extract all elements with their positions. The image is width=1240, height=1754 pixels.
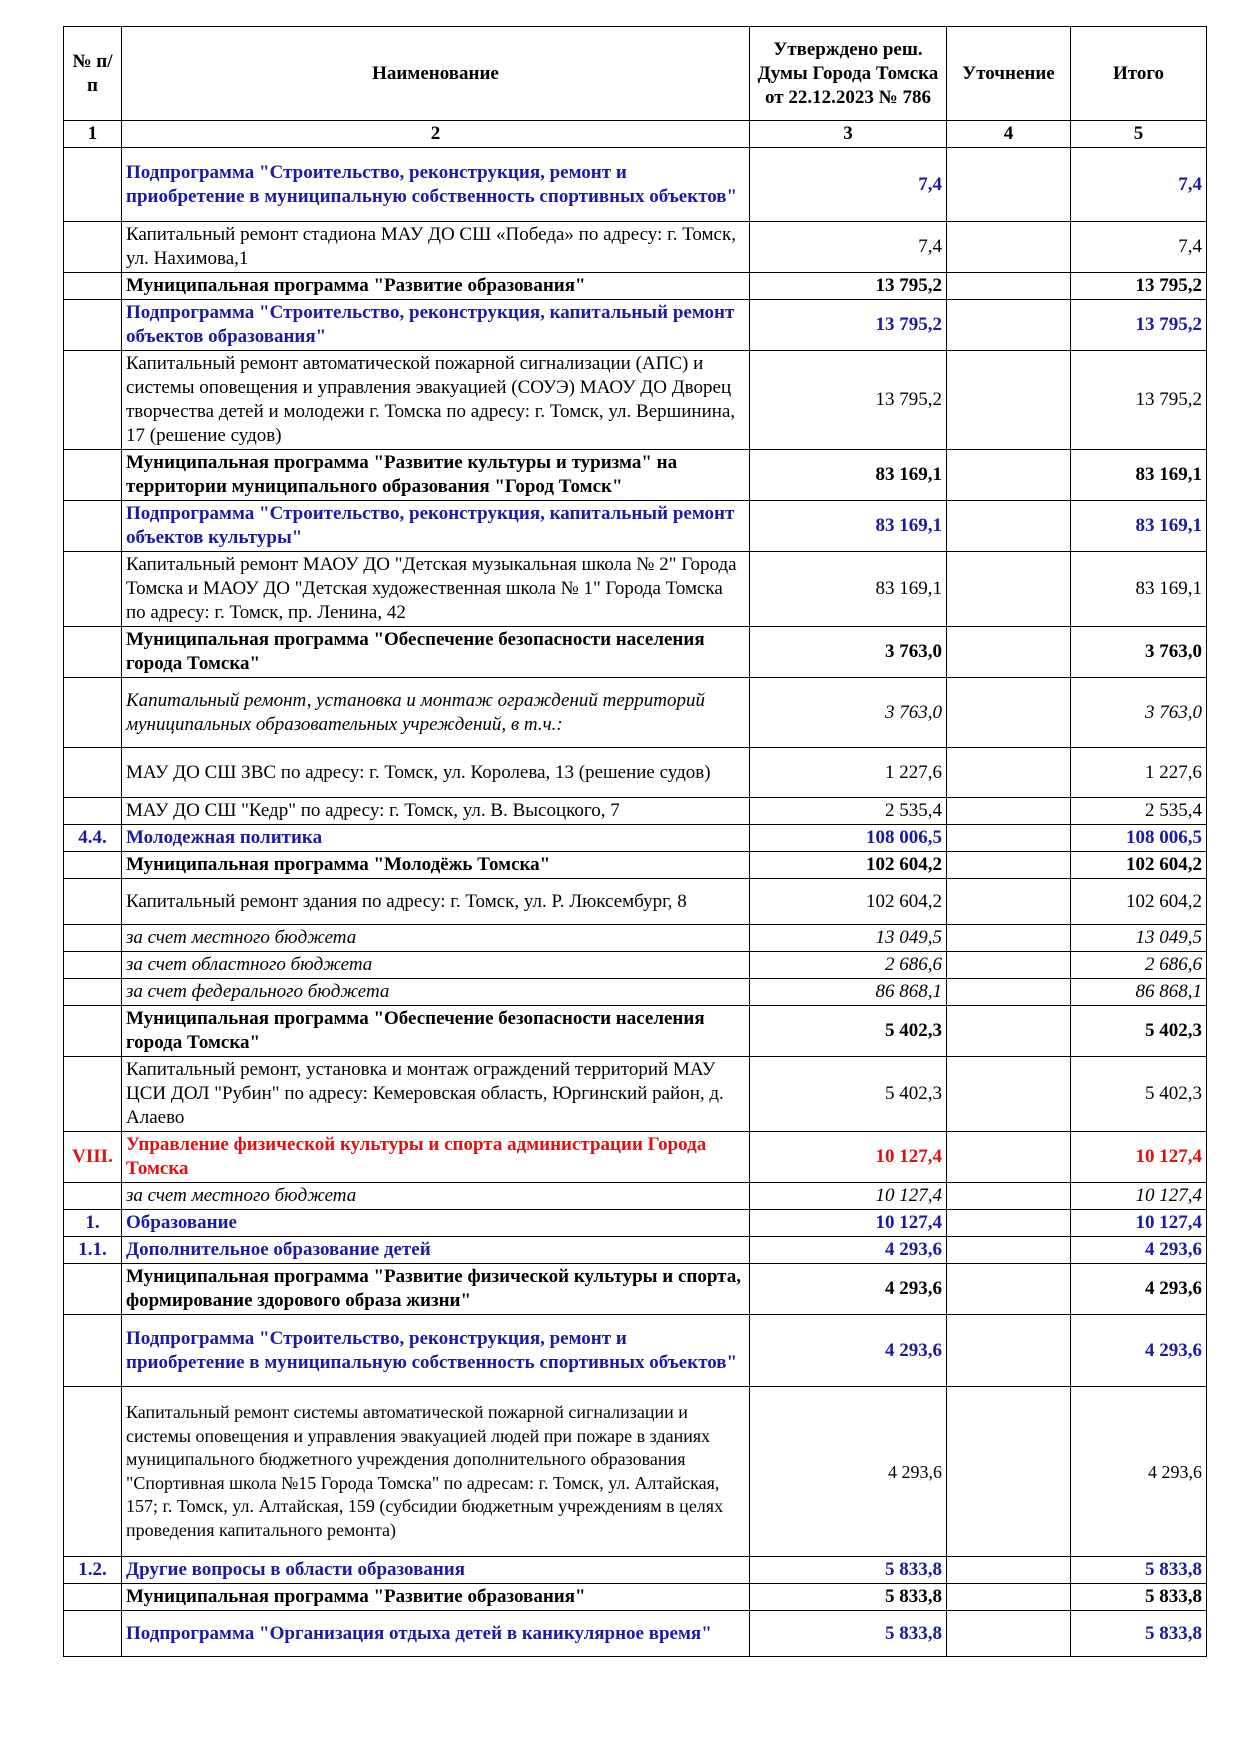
row-number	[64, 1611, 122, 1657]
row-total-amount: 5 402,3	[1071, 1006, 1207, 1057]
table-row	[64, 825, 1207, 852]
row-name: Муниципальная программа "Обеспечение безопасности населения города Томска"	[122, 627, 750, 678]
row-change-amount	[947, 1237, 1071, 1264]
row-total-amount: 4 293,6	[1071, 1264, 1207, 1315]
row-change-amount	[947, 1057, 1071, 1132]
row-name: Капитальный ремонт стадиона МАУ ДО СШ «Победа» по адресу: г. Томск, ул. Нахимова,1	[122, 222, 750, 273]
column-number: 1	[64, 121, 122, 148]
table-row	[64, 148, 1207, 222]
table-row	[64, 450, 1207, 501]
row-change-amount	[947, 952, 1071, 979]
row-number	[64, 852, 122, 879]
table-row	[64, 1611, 1207, 1657]
row-change-amount	[947, 1584, 1071, 1611]
row-approved-amount: 86 868,1	[750, 979, 947, 1006]
row-number	[64, 450, 122, 501]
row-total-amount: 102 604,2	[1071, 852, 1207, 879]
column-number: 2	[122, 121, 750, 148]
row-approved-amount: 5 833,8	[750, 1611, 947, 1657]
header-total: Итого	[1071, 27, 1207, 121]
row-change-amount	[947, 222, 1071, 273]
row-total-amount: 83 169,1	[1071, 450, 1207, 501]
row-total-amount: 7,4	[1071, 148, 1207, 222]
row-approved-amount: 4 293,6	[750, 1387, 947, 1557]
row-number	[64, 1183, 122, 1210]
row-total-amount: 83 169,1	[1071, 501, 1207, 552]
table-row	[64, 1584, 1207, 1611]
row-approved-amount: 3 763,0	[750, 678, 947, 748]
row-total-amount: 83 169,1	[1071, 552, 1207, 627]
header-change: Уточнение	[947, 27, 1071, 121]
row-approved-amount: 102 604,2	[750, 879, 947, 925]
row-change-amount	[947, 148, 1071, 222]
header-approved: Утверждено реш. Думы Города Томска от 22.12.2023 № 786	[750, 27, 947, 121]
row-number: VIII.	[64, 1132, 122, 1183]
row-number	[64, 1006, 122, 1057]
row-number	[64, 148, 122, 222]
row-change-amount	[947, 1315, 1071, 1387]
row-approved-amount: 13 795,2	[750, 300, 947, 351]
row-change-amount	[947, 1210, 1071, 1237]
row-name: за счет областного бюджета	[122, 952, 750, 979]
row-name: Подпрограмма "Строительство, реконструкция, ремонт и приобретение в муниципальную собственность спортивных объектов"	[122, 148, 750, 222]
row-change-amount	[947, 879, 1071, 925]
row-total-amount: 13 795,2	[1071, 273, 1207, 300]
row-approved-amount: 4 293,6	[750, 1237, 947, 1264]
row-number: 4.4.	[64, 825, 122, 852]
row-total-amount: 102 604,2	[1071, 879, 1207, 925]
row-name: Капитальный ремонт, установка и монтаж ограждений территорий МАУ ЦСИ ДОЛ "Рубин" по адресу: Кемеровская область, Юргинский район, д. Алаево	[122, 1057, 750, 1132]
row-approved-amount: 5 833,8	[750, 1584, 947, 1611]
row-number	[64, 798, 122, 825]
row-approved-amount: 7,4	[750, 148, 947, 222]
row-change-amount	[947, 552, 1071, 627]
row-number	[64, 1264, 122, 1315]
row-number	[64, 552, 122, 627]
table-row	[64, 879, 1207, 925]
table-row	[64, 925, 1207, 952]
row-number	[64, 1387, 122, 1557]
row-name: Образование	[122, 1210, 750, 1237]
row-approved-amount: 5 402,3	[750, 1057, 947, 1132]
row-total-amount: 13 049,5	[1071, 925, 1207, 952]
row-total-amount: 108 006,5	[1071, 825, 1207, 852]
table-row	[64, 1557, 1207, 1584]
row-approved-amount: 1 227,6	[750, 748, 947, 798]
column-number-row	[64, 121, 1207, 148]
row-number	[64, 1584, 122, 1611]
row-total-amount: 4 293,6	[1071, 1315, 1207, 1387]
table-row	[64, 1057, 1207, 1132]
row-name: МАУ ДО СШ ЗВС по адресу: г. Томск, ул. Королева, 13 (решение судов)	[122, 748, 750, 798]
row-name: Молодежная политика	[122, 825, 750, 852]
row-total-amount: 5 833,8	[1071, 1557, 1207, 1584]
row-name: Подпрограмма "Организация отдыха детей в каникулярное время"	[122, 1611, 750, 1657]
row-change-amount	[947, 273, 1071, 300]
row-total-amount: 4 293,6	[1071, 1387, 1207, 1557]
row-approved-amount: 10 127,4	[750, 1132, 947, 1183]
table-row	[64, 501, 1207, 552]
row-name: за счет федерального бюджета	[122, 979, 750, 1006]
column-number: 5	[1071, 121, 1207, 148]
table-row	[64, 351, 1207, 450]
row-name: Капитальный ремонт здания по адресу: г. Томск, ул. Р. Люксембург, 8	[122, 879, 750, 925]
row-total-amount: 1 227,6	[1071, 748, 1207, 798]
row-number: 1.2.	[64, 1557, 122, 1584]
row-change-amount	[947, 1183, 1071, 1210]
table-row	[64, 748, 1207, 798]
row-change-amount	[947, 1132, 1071, 1183]
row-total-amount: 5 402,3	[1071, 1057, 1207, 1132]
row-name: Капитальный ремонт системы автоматической пожарной сигнализации и системы оповещения и управления эвакуацией людей при пожаре в зданиях муниципального бюджетного учреждения дополнительного образования "Спортивная школа №15 Города Томска" по адресам: г. Томск, ул. Алтайская, 157; г. Томск, ул. Алтайская, 159 (субсидии бюджетным учреждениям в целях проведения капитального ремонта)	[122, 1387, 750, 1557]
row-approved-amount: 83 169,1	[750, 552, 947, 627]
row-name: за счет местного бюджета	[122, 1183, 750, 1210]
row-name: Управление физической культуры и спорта администрации Города Томска	[122, 1132, 750, 1183]
row-approved-amount: 5 402,3	[750, 1006, 947, 1057]
row-name: Муниципальная программа "Развитие культуры и туризма" на территории муниципального образования "Город Томск"	[122, 450, 750, 501]
row-change-amount	[947, 1557, 1071, 1584]
row-number	[64, 351, 122, 450]
row-name: Муниципальная программа "Развитие образования"	[122, 273, 750, 300]
table-row	[64, 1264, 1207, 1315]
row-number: 1.1.	[64, 1237, 122, 1264]
table-row	[64, 979, 1207, 1006]
row-number	[64, 1315, 122, 1387]
table-row	[64, 952, 1207, 979]
header-name: Наименование	[122, 27, 750, 121]
row-total-amount: 10 127,4	[1071, 1210, 1207, 1237]
row-change-amount	[947, 1611, 1071, 1657]
row-approved-amount: 13 795,2	[750, 273, 947, 300]
table-row	[64, 1183, 1207, 1210]
row-approved-amount: 4 293,6	[750, 1264, 947, 1315]
row-number	[64, 879, 122, 925]
row-name: Другие вопросы в области образования	[122, 1557, 750, 1584]
row-name: МАУ ДО СШ "Кедр" по адресу: г. Томск, ул. В. Высоцкого, 7	[122, 798, 750, 825]
table-row	[64, 1387, 1207, 1557]
row-number	[64, 222, 122, 273]
row-number	[64, 273, 122, 300]
row-total-amount: 2 686,6	[1071, 952, 1207, 979]
row-number	[64, 627, 122, 678]
row-total-amount: 4 293,6	[1071, 1237, 1207, 1264]
column-number: 4	[947, 121, 1071, 148]
row-approved-amount: 83 169,1	[750, 450, 947, 501]
row-name: Подпрограмма "Строительство, реконструкция, капитальный ремонт объектов образования"	[122, 300, 750, 351]
table-row	[64, 1006, 1207, 1057]
row-change-amount	[947, 501, 1071, 552]
table-row	[64, 1237, 1207, 1264]
row-approved-amount: 10 127,4	[750, 1210, 947, 1237]
row-approved-amount: 4 293,6	[750, 1315, 947, 1387]
row-total-amount: 5 833,8	[1071, 1584, 1207, 1611]
row-name: Муниципальная программа "Молодёжь Томска"	[122, 852, 750, 879]
row-total-amount: 3 763,0	[1071, 627, 1207, 678]
header-row	[64, 27, 1207, 121]
row-total-amount: 13 795,2	[1071, 300, 1207, 351]
row-approved-amount: 83 169,1	[750, 501, 947, 552]
row-approved-amount: 10 127,4	[750, 1183, 947, 1210]
row-total-amount: 10 127,4	[1071, 1183, 1207, 1210]
row-number	[64, 1057, 122, 1132]
row-total-amount: 2 535,4	[1071, 798, 1207, 825]
row-approved-amount: 102 604,2	[750, 852, 947, 879]
row-approved-amount: 13 795,2	[750, 351, 947, 450]
row-change-amount	[947, 351, 1071, 450]
row-approved-amount: 13 049,5	[750, 925, 947, 952]
row-change-amount	[947, 825, 1071, 852]
row-total-amount: 86 868,1	[1071, 979, 1207, 1006]
row-name: Муниципальная программа "Развитие образования"	[122, 1584, 750, 1611]
row-change-amount	[947, 852, 1071, 879]
row-change-amount	[947, 1387, 1071, 1557]
row-name: Капитальный ремонт МАОУ ДО "Детская музыкальная школа № 2" Города Томска и МАОУ ДО "Детская художественная школа № 1" Города Томска по адресу: г. Томск, пр. Ленина, 42	[122, 552, 750, 627]
row-name: Капитальный ремонт автоматической пожарной сигнализации (АПС) и системы оповещения и управления эвакуацией (СОУЭ) МАОУ ДО Дворец творчества детей и молодежи г. Томска по адресу: г. Томск, ул. Вершинина, 17 (решение судов)	[122, 351, 750, 450]
table-row	[64, 552, 1207, 627]
row-change-amount	[947, 925, 1071, 952]
row-approved-amount: 108 006,5	[750, 825, 947, 852]
row-number	[64, 501, 122, 552]
row-number	[64, 300, 122, 351]
row-number	[64, 979, 122, 1006]
table-row	[64, 852, 1207, 879]
row-approved-amount: 2 535,4	[750, 798, 947, 825]
row-change-amount	[947, 798, 1071, 825]
row-number: 1.	[64, 1210, 122, 1237]
table-row	[64, 1210, 1207, 1237]
row-approved-amount: 2 686,6	[750, 952, 947, 979]
row-number	[64, 748, 122, 798]
row-number	[64, 678, 122, 748]
row-name: Дополнительное образование детей	[122, 1237, 750, 1264]
row-change-amount	[947, 1006, 1071, 1057]
row-total-amount: 10 127,4	[1071, 1132, 1207, 1183]
row-name: Капитальный ремонт, установка и монтаж ограждений территорий муниципальных образовательных учреждений, в т.ч.:	[122, 678, 750, 748]
table-row	[64, 678, 1207, 748]
row-change-amount	[947, 450, 1071, 501]
row-change-amount	[947, 748, 1071, 798]
table-row	[64, 300, 1207, 351]
row-number	[64, 925, 122, 952]
table-row	[64, 222, 1207, 273]
row-number	[64, 952, 122, 979]
row-total-amount: 3 763,0	[1071, 678, 1207, 748]
column-number: 3	[750, 121, 947, 148]
row-name: Муниципальная программа "Развитие физической культуры и спорта, формирование здорового образа жизни"	[122, 1264, 750, 1315]
row-change-amount	[947, 678, 1071, 748]
row-name: за счет местного бюджета	[122, 925, 750, 952]
table-row	[64, 1132, 1207, 1183]
table-row	[64, 627, 1207, 678]
row-total-amount: 7,4	[1071, 222, 1207, 273]
row-approved-amount: 7,4	[750, 222, 947, 273]
row-total-amount: 13 795,2	[1071, 351, 1207, 450]
row-change-amount	[947, 300, 1071, 351]
table-row	[64, 273, 1207, 300]
row-total-amount: 5 833,8	[1071, 1611, 1207, 1657]
row-name: Подпрограмма "Строительство, реконструкция, ремонт и приобретение в муниципальную собственность спортивных объектов"	[122, 1315, 750, 1387]
header-number: № п/п	[64, 27, 122, 121]
row-approved-amount: 5 833,8	[750, 1557, 947, 1584]
row-change-amount	[947, 979, 1071, 1006]
row-name: Подпрограмма "Строительство, реконструкция, капитальный ремонт объектов культуры"	[122, 501, 750, 552]
row-change-amount	[947, 627, 1071, 678]
row-approved-amount: 3 763,0	[750, 627, 947, 678]
table-row	[64, 798, 1207, 825]
row-name: Муниципальная программа "Обеспечение безопасности населения города Томска"	[122, 1006, 750, 1057]
table-row	[64, 1315, 1207, 1387]
budget-table	[63, 26, 1207, 1657]
row-change-amount	[947, 1264, 1071, 1315]
